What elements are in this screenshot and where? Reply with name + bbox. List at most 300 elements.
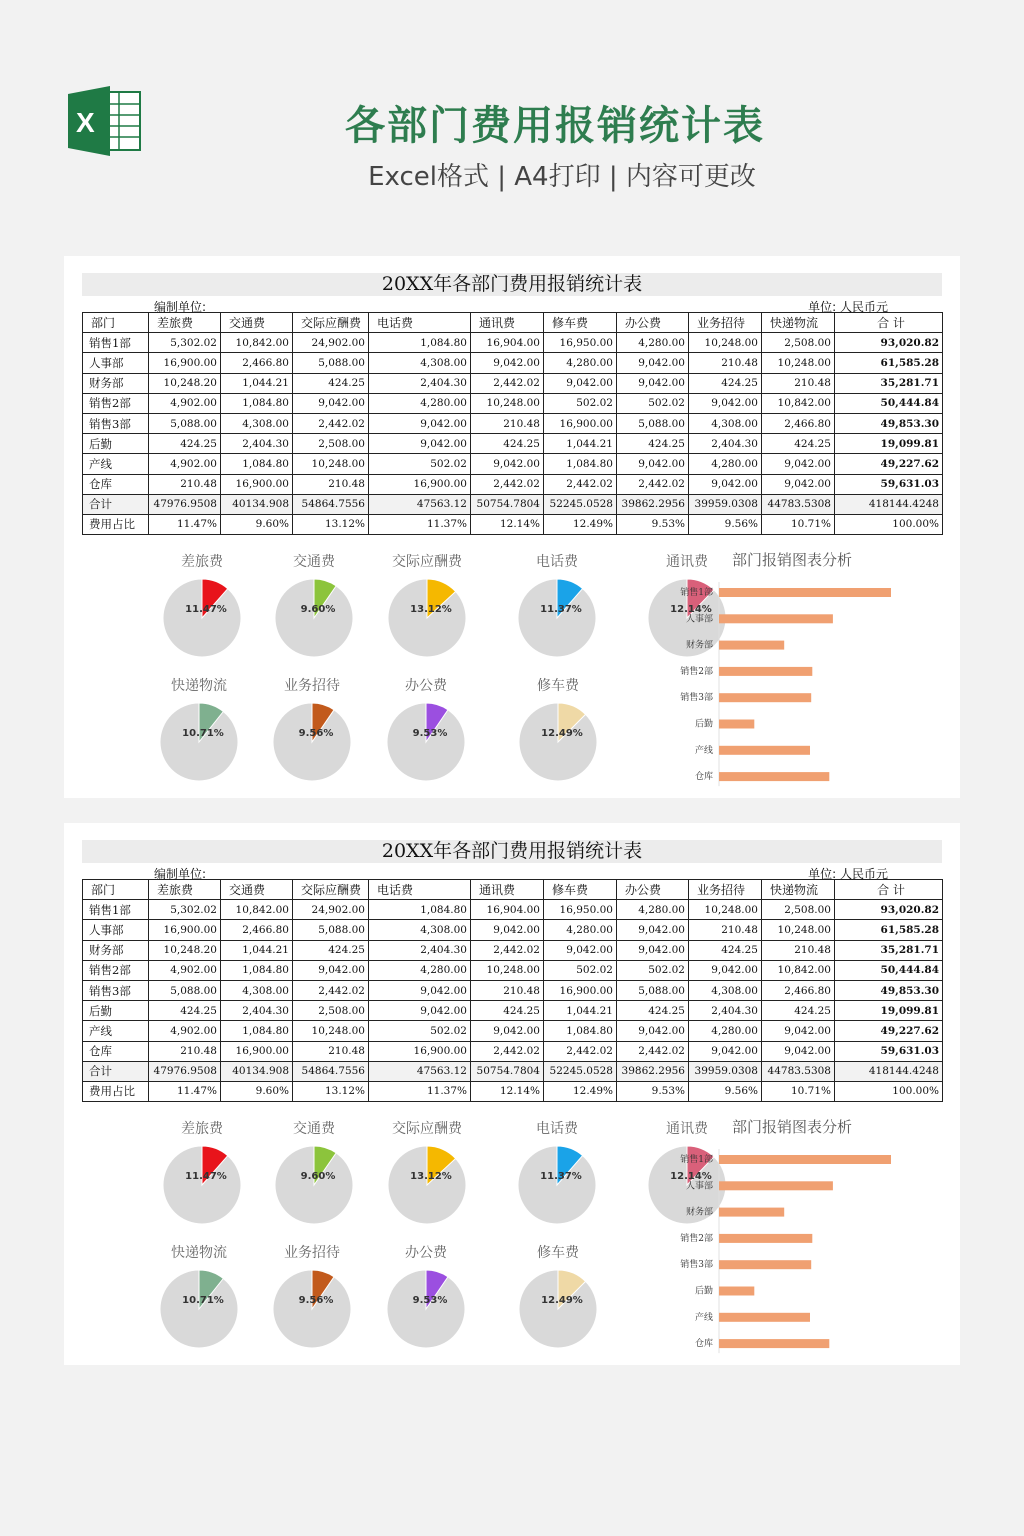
table-cell: 1,084.80 bbox=[369, 900, 471, 920]
table-cell: 2,442.02 bbox=[617, 474, 689, 494]
table-cell: 10.71% bbox=[762, 514, 835, 534]
row-label: 销售2部 bbox=[83, 393, 149, 413]
table-cell: 1,084.80 bbox=[221, 393, 293, 413]
table-cell: 2,404.30 bbox=[221, 1001, 293, 1021]
table-cell: 9,042.00 bbox=[689, 474, 762, 494]
table-cell: 424.25 bbox=[471, 434, 544, 454]
table-cell: 100.00% bbox=[835, 1081, 943, 1101]
table-cell: 50,444.84 bbox=[835, 960, 943, 980]
pie-value-label: 11.47% bbox=[185, 604, 227, 615]
sheet-preview-1 bbox=[64, 256, 960, 798]
table-cell: 4,902.00 bbox=[149, 960, 221, 980]
table-cell: 9,042.00 bbox=[471, 353, 544, 373]
table-cell: 52245.0528 bbox=[544, 1061, 617, 1081]
row-label: 费用占比 bbox=[83, 1081, 149, 1101]
table-cell: 5,302.02 bbox=[149, 333, 221, 353]
table-cell: 424.25 bbox=[471, 1001, 544, 1021]
table-cell: 61,585.28 bbox=[835, 920, 943, 940]
pie-title: 修车费 bbox=[537, 678, 579, 694]
table-cell: 9,042.00 bbox=[617, 920, 689, 940]
table-cell: 100.00% bbox=[835, 514, 943, 534]
table-cell: 2,442.02 bbox=[471, 940, 544, 960]
table-cell: 2,508.00 bbox=[762, 333, 835, 353]
table-cell: 54864.7556 bbox=[293, 494, 369, 514]
pie-value-label: 10.71% bbox=[182, 728, 224, 739]
table-cell: 424.25 bbox=[762, 1001, 835, 1021]
bar bbox=[719, 1208, 784, 1217]
bar bbox=[719, 667, 812, 676]
bar bbox=[719, 641, 784, 650]
pie-value-label: 9.56% bbox=[298, 1295, 334, 1306]
table-cell: 10,248.00 bbox=[762, 920, 835, 940]
bar-category-label: 后勤 bbox=[694, 719, 713, 730]
table-cell: 502.02 bbox=[617, 960, 689, 980]
table-cell: 49,853.30 bbox=[835, 980, 943, 1000]
pie-chart bbox=[275, 553, 353, 657]
table-cell: 424.25 bbox=[762, 434, 835, 454]
table-cell: 4,308.00 bbox=[221, 413, 293, 433]
pie-value-label: 9.53% bbox=[412, 1295, 448, 1306]
bar bbox=[719, 1155, 891, 1164]
table-cell: 1,084.80 bbox=[221, 1021, 293, 1041]
table-cell: 11.37% bbox=[369, 1081, 471, 1101]
pie-chart bbox=[273, 677, 351, 781]
table-cell: 16,900.00 bbox=[369, 474, 471, 494]
column-header: 部门 bbox=[83, 313, 149, 333]
pie-value-label: 12.49% bbox=[541, 1295, 583, 1306]
bar bbox=[719, 1313, 810, 1322]
row-label: 后勤 bbox=[83, 434, 149, 454]
table-cell: 4,280.00 bbox=[689, 1021, 762, 1041]
table-cell: 9,042.00 bbox=[762, 1021, 835, 1041]
row-label: 财务部 bbox=[83, 373, 149, 393]
pie-value-label: 12.14% bbox=[670, 1171, 712, 1182]
table-cell: 50754.7804 bbox=[471, 494, 544, 514]
bar-category-label: 人事部 bbox=[685, 1181, 713, 1192]
table-cell: 11.47% bbox=[149, 1081, 221, 1101]
table-cell: 16,900.00 bbox=[369, 1041, 471, 1061]
sheet-preview-2 bbox=[64, 823, 960, 1365]
bar-category-label: 产线 bbox=[694, 745, 713, 756]
table-cell: 2,442.02 bbox=[544, 474, 617, 494]
column-header: 差旅费 bbox=[149, 313, 221, 333]
table-cell: 5,088.00 bbox=[149, 980, 221, 1000]
table-cell: 2,466.80 bbox=[221, 920, 293, 940]
row-label: 人事部 bbox=[83, 920, 149, 940]
table-cell: 16,904.00 bbox=[471, 900, 544, 920]
table-cell: 210.48 bbox=[149, 474, 221, 494]
table-cell: 9,042.00 bbox=[617, 353, 689, 373]
row-label: 后勤 bbox=[83, 1001, 149, 1021]
table-cell: 424.25 bbox=[617, 434, 689, 454]
column-header: 快递物流 bbox=[762, 313, 835, 333]
column-header: 合 计 bbox=[835, 313, 943, 333]
pie-title: 交通费 bbox=[293, 554, 335, 570]
table-cell: 9,042.00 bbox=[544, 373, 617, 393]
table-cell: 210.48 bbox=[293, 474, 369, 494]
table-cell: 2,442.02 bbox=[471, 1041, 544, 1061]
row-label: 合计 bbox=[83, 494, 149, 514]
bar-category-label: 销售1部 bbox=[680, 588, 713, 598]
table-cell: 44783.5308 bbox=[762, 1061, 835, 1081]
table-cell: 210.48 bbox=[471, 980, 544, 1000]
table-cell: 10,248.00 bbox=[471, 960, 544, 980]
table-cell: 4,308.00 bbox=[689, 413, 762, 433]
pie-title: 电话费 bbox=[536, 1121, 578, 1137]
table-cell: 1,044.21 bbox=[221, 373, 293, 393]
table-cell: 9,042.00 bbox=[293, 960, 369, 980]
table-cell: 10,248.00 bbox=[293, 454, 369, 474]
table-cell: 39862.2956 bbox=[617, 494, 689, 514]
table-cell: 9,042.00 bbox=[369, 413, 471, 433]
table-cell: 47976.9508 bbox=[149, 494, 221, 514]
table-cell: 93,020.82 bbox=[835, 333, 943, 353]
sheet-title: 20XX年各部门费用报销统计表 bbox=[82, 273, 942, 296]
pie-chart bbox=[387, 1244, 465, 1348]
bar-chart bbox=[669, 256, 949, 798]
bar-category-label: 销售2部 bbox=[680, 1233, 713, 1244]
table-cell: 24,902.00 bbox=[293, 900, 369, 920]
column-header: 修车费 bbox=[544, 313, 617, 333]
table-cell: 424.25 bbox=[689, 373, 762, 393]
table-cell: 10,248.00 bbox=[293, 1021, 369, 1041]
table-cell: 5,302.02 bbox=[149, 900, 221, 920]
table-cell: 9,042.00 bbox=[544, 940, 617, 960]
pie-value-label: 11.37% bbox=[540, 1171, 582, 1182]
pie-title: 电话费 bbox=[536, 554, 578, 570]
unit-label: 编制单位: bbox=[154, 867, 207, 881]
row-label: 销售3部 bbox=[83, 980, 149, 1000]
table-cell: 1,044.21 bbox=[544, 434, 617, 454]
table-cell: 424.25 bbox=[617, 1001, 689, 1021]
table-cell: 9,042.00 bbox=[471, 1021, 544, 1041]
table-cell: 10,248.00 bbox=[762, 353, 835, 373]
page-subtitle: Excel格式 | A4打印 | 内容可更改 bbox=[368, 162, 756, 192]
table-cell: 1,084.80 bbox=[544, 1021, 617, 1041]
column-header: 交际应酬费 bbox=[293, 313, 369, 333]
table-cell: 50,444.84 bbox=[835, 393, 943, 413]
pie-title: 业务招待 bbox=[284, 1245, 340, 1261]
table-cell: 1,044.21 bbox=[221, 940, 293, 960]
column-header: 业务招待 bbox=[689, 313, 762, 333]
table-cell: 502.02 bbox=[369, 1021, 471, 1041]
pie-chart bbox=[275, 1120, 353, 1224]
table-cell: 10,842.00 bbox=[221, 900, 293, 920]
table-cell: 9.60% bbox=[221, 514, 293, 534]
table-cell: 12.14% bbox=[471, 514, 544, 534]
bar bbox=[719, 1181, 833, 1190]
table-cell: 4,308.00 bbox=[689, 980, 762, 1000]
pie-title: 修车费 bbox=[537, 1245, 579, 1261]
table-cell: 9,042.00 bbox=[689, 1041, 762, 1061]
table-cell: 4,308.00 bbox=[221, 980, 293, 1000]
table-cell: 2,442.02 bbox=[617, 1041, 689, 1061]
row-label: 产线 bbox=[83, 454, 149, 474]
table-cell: 54864.7556 bbox=[293, 1061, 369, 1081]
table-cell: 5,088.00 bbox=[617, 413, 689, 433]
column-header: 部门 bbox=[83, 880, 149, 900]
pie-title: 差旅费 bbox=[181, 1121, 223, 1137]
row-label: 人事部 bbox=[83, 353, 149, 373]
bar-category-label: 人事部 bbox=[685, 614, 713, 625]
bar-category-label: 仓库 bbox=[694, 772, 713, 783]
bar bbox=[719, 1260, 811, 1269]
pie-value-label: 12.49% bbox=[541, 728, 583, 739]
pie-value-label: 9.53% bbox=[412, 728, 448, 739]
column-header: 交通费 bbox=[221, 880, 293, 900]
table-cell: 59,631.03 bbox=[835, 1041, 943, 1061]
page-title: 各部门费用报销统计表 bbox=[345, 103, 765, 149]
row-label: 合计 bbox=[83, 1061, 149, 1081]
table-cell: 40134.908 bbox=[221, 494, 293, 514]
table-cell: 418144.4248 bbox=[835, 494, 943, 514]
table-cell: 52245.0528 bbox=[544, 494, 617, 514]
table-cell: 2,466.80 bbox=[221, 353, 293, 373]
bar bbox=[719, 1287, 754, 1296]
bar-category-label: 财务部 bbox=[685, 1207, 713, 1218]
pie-value-label: 10.71% bbox=[182, 1295, 224, 1306]
column-header: 差旅费 bbox=[149, 880, 221, 900]
table-cell: 5,088.00 bbox=[293, 353, 369, 373]
column-header: 办公费 bbox=[617, 313, 689, 333]
table-cell: 424.25 bbox=[689, 940, 762, 960]
table-cell: 4,280.00 bbox=[544, 920, 617, 940]
column-header: 通讯费 bbox=[471, 313, 544, 333]
pie-title: 差旅费 bbox=[181, 554, 223, 570]
table-cell: 11.37% bbox=[369, 514, 471, 534]
bar bbox=[719, 614, 833, 623]
column-header: 办公费 bbox=[617, 880, 689, 900]
pie-chart bbox=[163, 1120, 241, 1224]
table-cell: 9,042.00 bbox=[369, 434, 471, 454]
table-cell: 39959.0308 bbox=[689, 494, 762, 514]
pie-chart bbox=[387, 677, 465, 781]
column-header: 通讯费 bbox=[471, 880, 544, 900]
pie-value-label: 9.60% bbox=[300, 1171, 336, 1182]
table-cell: 93,020.82 bbox=[835, 900, 943, 920]
table-cell: 2,404.30 bbox=[369, 940, 471, 960]
column-header: 电话费 bbox=[369, 880, 471, 900]
table-cell: 418144.4248 bbox=[835, 1061, 943, 1081]
pie-title: 快递物流 bbox=[171, 678, 227, 694]
table-cell: 2,442.02 bbox=[293, 413, 369, 433]
table-cell: 10,248.00 bbox=[689, 900, 762, 920]
bar-chart-title: 部门报销图表分析 bbox=[732, 1118, 853, 1136]
table-cell: 10,842.00 bbox=[221, 333, 293, 353]
table-cell: 13.12% bbox=[293, 1081, 369, 1101]
table-cell: 35,281.71 bbox=[835, 940, 943, 960]
pie-chart bbox=[519, 677, 597, 781]
table-cell: 12.49% bbox=[544, 1081, 617, 1101]
table-cell: 9.56% bbox=[689, 1081, 762, 1101]
table-cell: 10,248.20 bbox=[149, 373, 221, 393]
table-cell: 4,308.00 bbox=[369, 353, 471, 373]
table-cell: 2,508.00 bbox=[293, 434, 369, 454]
table-cell: 16,900.00 bbox=[149, 920, 221, 940]
table-cell: 61,585.28 bbox=[835, 353, 943, 373]
table-cell: 210.48 bbox=[471, 413, 544, 433]
table-cell: 2,442.02 bbox=[471, 373, 544, 393]
column-header: 交际应酬费 bbox=[293, 880, 369, 900]
table-cell: 210.48 bbox=[762, 373, 835, 393]
bar bbox=[719, 588, 891, 597]
table-cell: 2,442.02 bbox=[293, 980, 369, 1000]
table-cell: 2,466.80 bbox=[762, 980, 835, 1000]
pie-title: 交际应酬费 bbox=[392, 1121, 462, 1137]
table-cell: 4,280.00 bbox=[617, 333, 689, 353]
svg-text:X: X bbox=[76, 107, 95, 138]
bar-category-label: 仓库 bbox=[694, 1339, 713, 1350]
row-label: 销售1部 bbox=[83, 333, 149, 353]
table-cell: 4,902.00 bbox=[149, 393, 221, 413]
table-cell: 210.48 bbox=[689, 920, 762, 940]
table-cell: 4,902.00 bbox=[149, 454, 221, 474]
table-cell: 16,900.00 bbox=[221, 1041, 293, 1061]
bar bbox=[719, 720, 754, 729]
table-cell: 424.25 bbox=[293, 373, 369, 393]
table-cell: 9,042.00 bbox=[617, 940, 689, 960]
table-cell: 44783.5308 bbox=[762, 494, 835, 514]
pie-value-label: 12.14% bbox=[670, 604, 712, 615]
table-cell: 1,084.80 bbox=[221, 454, 293, 474]
bar bbox=[719, 746, 810, 755]
table-cell: 47563.12 bbox=[369, 494, 471, 514]
table-cell: 39959.0308 bbox=[689, 1061, 762, 1081]
pie-title: 通讯费 bbox=[666, 554, 708, 570]
table-cell: 2,442.02 bbox=[471, 474, 544, 494]
row-label: 销售1部 bbox=[83, 900, 149, 920]
table-cell: 4,902.00 bbox=[149, 1021, 221, 1041]
table-cell: 35,281.71 bbox=[835, 373, 943, 393]
pie-value-label: 13.12% bbox=[410, 1171, 452, 1182]
row-label: 产线 bbox=[83, 1021, 149, 1041]
table-cell: 9,042.00 bbox=[369, 980, 471, 1000]
table-cell: 4,280.00 bbox=[617, 900, 689, 920]
table-cell: 10,842.00 bbox=[762, 393, 835, 413]
pie-chart bbox=[518, 553, 596, 657]
table-cell: 49,853.30 bbox=[835, 413, 943, 433]
column-header: 交通费 bbox=[221, 313, 293, 333]
pie-title: 交通费 bbox=[293, 1121, 335, 1137]
bar-chart-title: 部门报销图表分析 bbox=[732, 551, 853, 569]
bar-category-label: 财务部 bbox=[685, 640, 713, 651]
table-cell: 502.02 bbox=[544, 960, 617, 980]
table-cell: 16,900.00 bbox=[221, 474, 293, 494]
pie-value-label: 9.60% bbox=[300, 604, 336, 615]
table-cell: 9,042.00 bbox=[689, 960, 762, 980]
table-cell: 424.25 bbox=[293, 940, 369, 960]
table-cell: 424.25 bbox=[149, 434, 221, 454]
pie-chart bbox=[388, 1120, 466, 1224]
row-label: 财务部 bbox=[83, 940, 149, 960]
bar-category-label: 销售3部 bbox=[680, 1260, 713, 1271]
table-cell: 9.53% bbox=[617, 1081, 689, 1101]
table-cell: 11.47% bbox=[149, 514, 221, 534]
table-cell: 16,900.00 bbox=[544, 413, 617, 433]
table-cell: 4,280.00 bbox=[689, 454, 762, 474]
table-cell: 59,631.03 bbox=[835, 474, 943, 494]
pie-chart bbox=[163, 553, 241, 657]
table-cell: 210.48 bbox=[762, 940, 835, 960]
bar-category-label: 销售3部 bbox=[680, 693, 713, 704]
table-cell: 10,248.20 bbox=[149, 940, 221, 960]
table-cell: 9,042.00 bbox=[689, 393, 762, 413]
column-header: 电话费 bbox=[369, 313, 471, 333]
table-cell: 10.71% bbox=[762, 1081, 835, 1101]
table-cell: 9,042.00 bbox=[762, 474, 835, 494]
row-label: 仓库 bbox=[83, 474, 149, 494]
table-cell: 2,508.00 bbox=[762, 900, 835, 920]
table-cell: 16,904.00 bbox=[471, 333, 544, 353]
bar-category-label: 销售2部 bbox=[680, 666, 713, 677]
table-cell: 9,042.00 bbox=[762, 1041, 835, 1061]
table-cell: 2,404.30 bbox=[221, 434, 293, 454]
column-header: 快递物流 bbox=[762, 880, 835, 900]
pie-chart bbox=[273, 1244, 351, 1348]
table-cell: 47563.12 bbox=[369, 1061, 471, 1081]
row-label: 费用占比 bbox=[83, 514, 149, 534]
row-label: 销售2部 bbox=[83, 960, 149, 980]
table-cell: 9,042.00 bbox=[293, 393, 369, 413]
pie-value-label: 11.47% bbox=[185, 1171, 227, 1182]
pie-value-label: 13.12% bbox=[410, 604, 452, 615]
table-cell: 5,088.00 bbox=[149, 413, 221, 433]
sheet-title: 20XX年各部门费用报销统计表 bbox=[82, 840, 942, 863]
table-cell: 1,084.80 bbox=[369, 333, 471, 353]
table-cell: 19,099.81 bbox=[835, 434, 943, 454]
pie-title: 通讯费 bbox=[666, 1121, 708, 1137]
unit-label: 编制单位: bbox=[154, 300, 207, 314]
table-cell: 9,042.00 bbox=[369, 1001, 471, 1021]
bar-chart bbox=[669, 823, 949, 1365]
pie-title: 办公费 bbox=[405, 678, 447, 694]
table-cell: 4,280.00 bbox=[369, 960, 471, 980]
table-cell: 50754.7804 bbox=[471, 1061, 544, 1081]
table-cell: 9,042.00 bbox=[762, 454, 835, 474]
table-cell: 5,088.00 bbox=[293, 920, 369, 940]
table-cell: 502.02 bbox=[369, 454, 471, 474]
table-cell: 10,842.00 bbox=[762, 960, 835, 980]
table-cell: 1,084.80 bbox=[544, 454, 617, 474]
table-cell: 2,404.30 bbox=[689, 1001, 762, 1021]
pie-chart bbox=[518, 1120, 596, 1224]
table-cell: 1,084.80 bbox=[221, 960, 293, 980]
table-cell: 9.60% bbox=[221, 1081, 293, 1101]
table-cell: 9,042.00 bbox=[617, 373, 689, 393]
pie-title: 办公费 bbox=[405, 1245, 447, 1261]
table-cell: 2,466.80 bbox=[762, 413, 835, 433]
bar-category-label: 产线 bbox=[694, 1312, 713, 1323]
table-cell: 4,280.00 bbox=[369, 393, 471, 413]
pie-chart bbox=[160, 677, 238, 781]
pie-chart bbox=[160, 1244, 238, 1348]
table-cell: 5,088.00 bbox=[617, 980, 689, 1000]
bar-category-label: 销售1部 bbox=[680, 1155, 713, 1165]
currency-label: 单位: 人民币元 bbox=[808, 300, 888, 314]
table-cell: 1,044.21 bbox=[544, 1001, 617, 1021]
table-cell: 9,042.00 bbox=[617, 454, 689, 474]
table-cell: 424.25 bbox=[149, 1001, 221, 1021]
bar-category-label: 后勤 bbox=[694, 1286, 713, 1297]
column-header: 合 计 bbox=[835, 880, 943, 900]
pie-title: 交际应酬费 bbox=[392, 554, 462, 570]
table-cell: 19,099.81 bbox=[835, 1001, 943, 1021]
bar bbox=[719, 693, 811, 702]
row-label: 仓库 bbox=[83, 1041, 149, 1061]
table-cell: 4,308.00 bbox=[369, 920, 471, 940]
row-label: 销售3部 bbox=[83, 413, 149, 433]
table-cell: 9.56% bbox=[689, 514, 762, 534]
